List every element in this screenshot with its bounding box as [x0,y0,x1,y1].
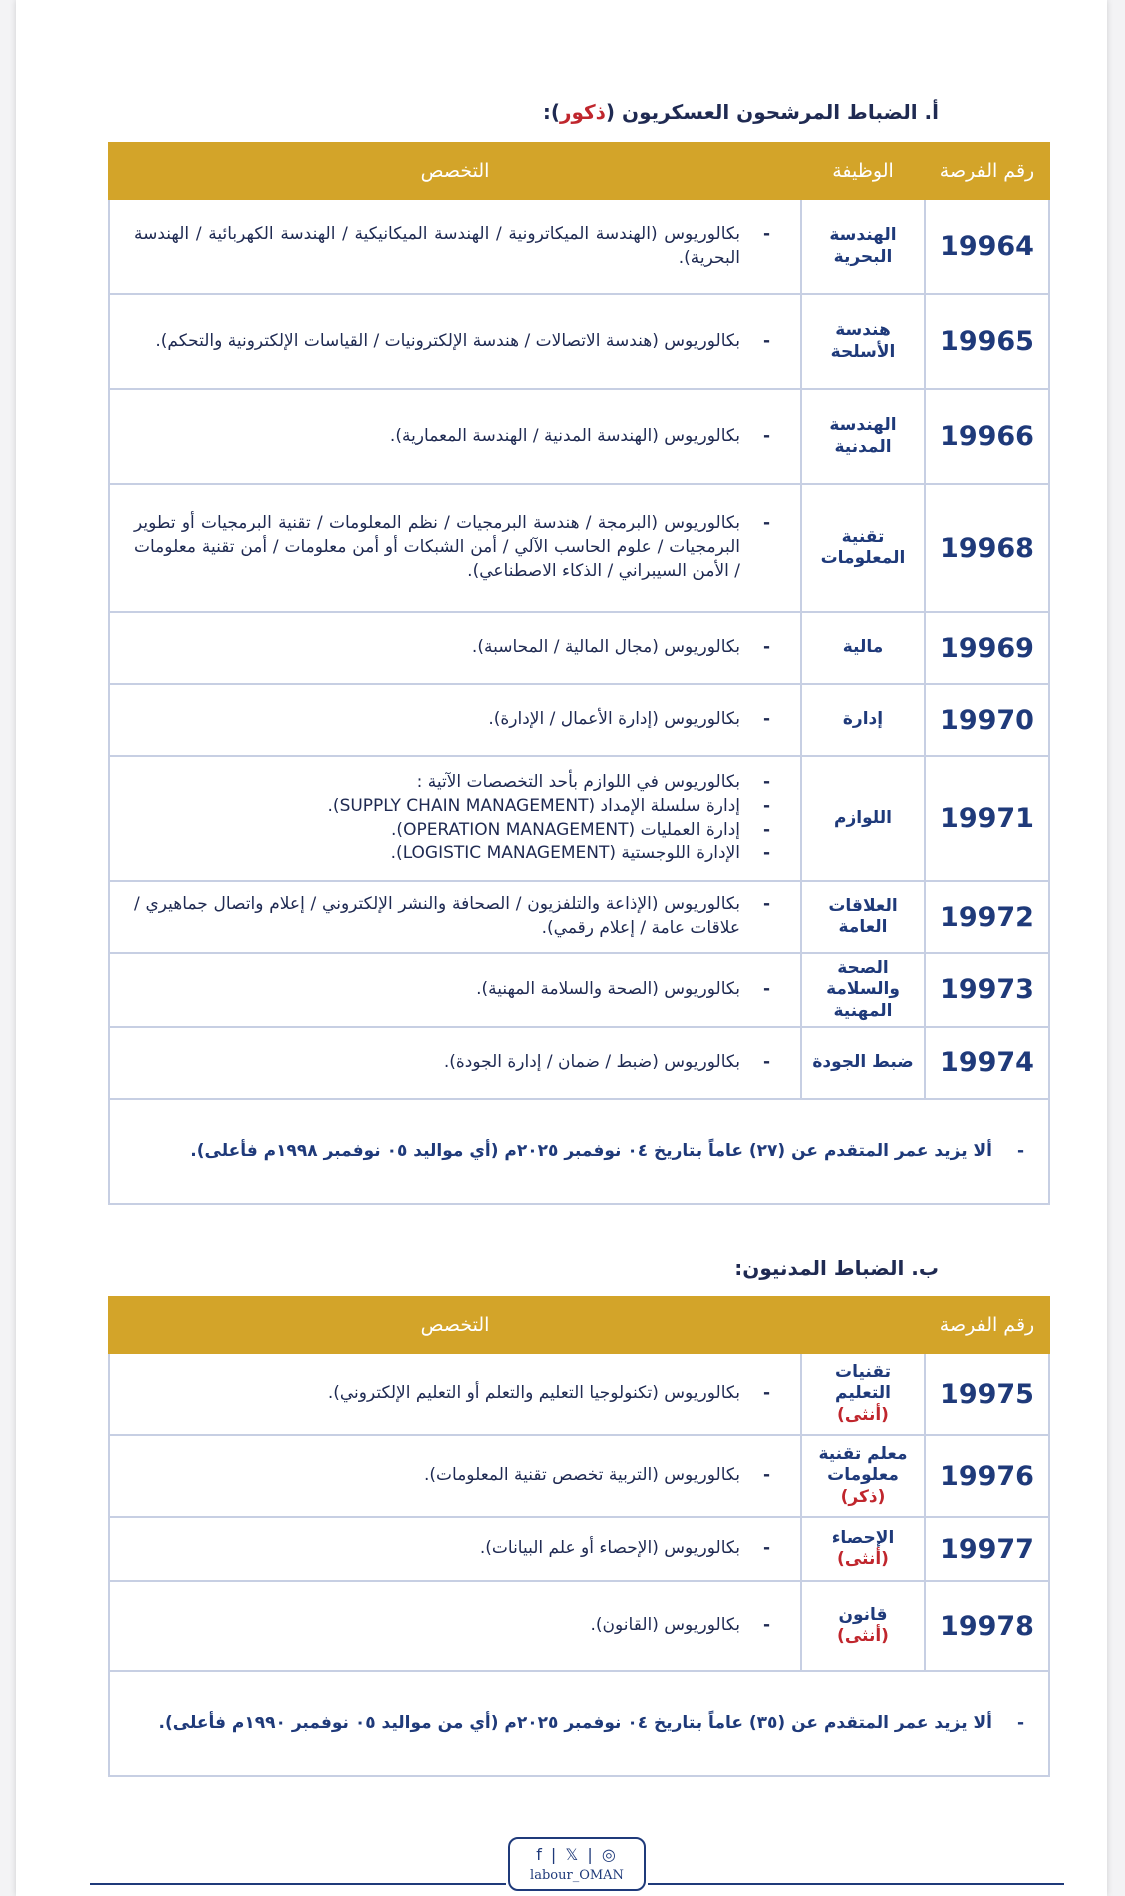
table-row [109,389,1049,484]
specialization-list [134,1537,770,1561]
social-handle: labour_OMAN [530,1868,624,1883]
table-civilian-officers [108,1296,1050,1777]
specialization [109,294,801,389]
footer-divider [648,1883,1064,1885]
list-item: - بكالوريوس (القانون). [134,1614,770,1638]
list-item: - إدارة العمليات (OPERATION MANAGEMENT). [134,819,770,843]
opportunity-number: 19974 [925,1027,1049,1099]
age-requirement-note [109,1671,1049,1776]
header-spec: التخصص [109,143,801,199]
gender-label: (أنثى) [837,1549,889,1569]
age-requirement-note [109,1099,1049,1204]
table-row [109,294,1049,389]
job-title [801,1517,925,1581]
table-row [109,953,1049,1027]
specialization [109,684,801,756]
job-title-text: الإحصاء [831,1527,895,1548]
specialization [109,756,801,881]
specialization-list [134,771,770,866]
footer-divider [90,1883,506,1885]
specialization [109,1517,801,1581]
specialization [109,199,801,294]
social-badge[interactable] [508,1837,646,1891]
job-title [801,1581,925,1671]
opportunity-number: 19970 [925,684,1049,756]
job-title-text: العلاقات العامة [828,895,898,937]
job-title-text: تقنيات التعليم [835,1362,891,1404]
table-row [109,612,1049,684]
opportunity-number: 19965 [925,294,1049,389]
specialization [109,389,801,484]
list-item: - بكالوريوس (الإحصاء أو علم البيانات). [134,1537,770,1561]
list-item: - بكالوريوس (إدارة الأعمال / الإدارة). [134,708,770,732]
job-title-text: اللوازم [834,807,892,828]
gender-label: (ذكر) [840,1486,886,1507]
note-text: - ألا يزيد عمر المتقدم عن (٣٥) عاماً بتاريخ ٠٤ نوفمبر ٢٠٢٥م (أي من مواليد ٠٥ نوفمبر ١٩٩٠م فأعلى). [134,1711,1024,1736]
opportunity-number: 19968 [925,484,1049,612]
specialization [109,612,801,684]
opportunity-number: 19964 [925,199,1049,294]
job-title-text: إدارة [842,709,884,730]
opportunity-number: 19978 [925,1581,1049,1671]
list-item: - بكالوريوس (البرمجة / هندسة البرمجيات / نظم المعلومات / تقنية البرمجيات أو تطوير البرمجيات / علوم الحاسب الآلي / أمن الشبكات أو أمن معلومات / أمن تقنية معلومات / الأمن السيبراني / الذكاء الاصطناعي). [134,512,770,583]
specialization [109,1027,801,1099]
job-title [801,881,925,953]
specialization-list [134,1464,770,1488]
opportunity-number: 19976 [925,1435,1049,1517]
table-row [109,684,1049,756]
age-note-row [109,1099,1049,1204]
job-title [801,484,925,612]
age-note-row [109,1671,1049,1776]
specialization-list [134,1382,770,1406]
list-item: - بكالوريوس (ضبط / ضمان / إدارة الجودة). [134,1051,770,1075]
gender-highlight: ذكور [559,100,606,124]
table-row [109,484,1049,612]
list-item: - إدارة سلسلة الإمداد (SUPPLY CHAIN MANAGEMENT). [134,795,770,819]
table-row [109,756,1049,881]
list-item: - بكالوريوس (مجال المالية / المحاسبة). [134,636,770,660]
job-title [801,953,925,1027]
specialization [109,1435,801,1517]
gender-label: (أنثى) [837,1404,889,1425]
table-row [109,881,1049,953]
opportunity-number: 19966 [925,389,1049,484]
table-row [109,199,1049,294]
list-item: - بكالوريوس (الإذاعة والتلفزيون / الصحافة والنشر الإلكتروني / إعلام واتصال جماهيري / علاقات عامة / إعلام رقمي). [134,893,770,941]
job-title [801,1435,925,1517]
specialization [109,1581,801,1671]
document-page [16,0,1107,1896]
specialization-list [134,636,770,660]
opportunity-number: 19972 [925,881,1049,953]
list-item: - بكالوريوس (التربية تخصص تقنية المعلومات). [134,1464,770,1488]
job-title [801,1353,925,1435]
list-item: - بكالوريوس (الهندسة الميكاترونية / الهندسة الميكانيكية / الهندسة الكهربائية / الهندسة البحرية). [134,223,770,271]
opportunity-number: 19975 [925,1353,1049,1435]
table-military-officers [108,142,1050,1205]
job-title-text: الصحة والسلامة المهنية [826,958,900,1021]
job-title [801,1027,925,1099]
social-icons: f | 𝕏 | ◎ [536,1845,618,1864]
job-title [801,389,925,484]
specialization-list [134,1051,770,1075]
table-row [109,1353,1049,1435]
specialization [109,484,801,612]
table-row [109,1581,1049,1671]
list-item: - بكالوريوس (تكنولوجيا التعليم والتعلم أو التعليم الإلكتروني). [134,1382,770,1406]
job-title-text: الهندسة البحرية [829,225,897,267]
specialization-list [134,893,770,941]
gender-label: (أنثى) [837,1626,889,1646]
section-a-title: أ. الضباط المرشحون العسكريون (ذكور): [542,100,939,124]
job-title-text: ضبط الجودة [812,1052,914,1073]
specialization-list [134,708,770,732]
job-title-text: الهندسة المدنية [829,415,897,457]
header-spec: التخصص [109,1297,801,1353]
opportunity-number: 19973 [925,953,1049,1027]
specialization-list [134,223,770,271]
specialization [109,953,801,1027]
specialization [109,1353,801,1435]
job-title-text: تقنية المعلومات [820,526,906,568]
table-row [109,1517,1049,1581]
opportunity-number: 19977 [925,1517,1049,1581]
specialization [109,881,801,953]
job-title [801,294,925,389]
header-job: الوظيفة [801,143,925,199]
specialization-list [134,425,770,449]
job-title [801,199,925,294]
list-item: - بكالوريوس (الصحة والسلامة المهنية). [134,978,770,1002]
opportunity-number: 19971 [925,756,1049,881]
job-title-text: قانون [838,1604,888,1625]
list-item: - الإدارة اللوجستية (LOGISTIC MANAGEMENT). [134,842,770,866]
job-title-text: معلم تقنية معلومات [818,1444,908,1486]
list-item: - بكالوريوس (هندسة الاتصالات / هندسة الإلكترونيات / القياسات الإلكترونية والتحكم). [134,330,770,354]
job-title-text: هندسة الأسلحة [830,320,896,362]
specialization-list [134,512,770,583]
specialization-list [134,330,770,354]
job-title-text: مالية [842,637,884,658]
header-number: رقم الفرصة [925,1297,1049,1353]
table-row [109,1435,1049,1517]
job-title [801,756,925,881]
note-text: - ألا يزيد عمر المتقدم عن (٢٧) عاماً بتاريخ ٠٤ نوفمبر ٢٠٢٥م (أي مواليد ٠٥ نوفمبر ١٩٩٨م فأعلى). [134,1139,1024,1164]
list-item: - بكالوريوس في اللوازم بأحد التخصصات الآتية : [134,771,770,795]
opportunity-number: 19969 [925,612,1049,684]
job-title [801,612,925,684]
specialization-list [134,978,770,1002]
specialization-list [134,1614,770,1638]
header-job [801,1297,925,1353]
list-item: - بكالوريوس (الهندسة المدنية / الهندسة المعمارية). [134,425,770,449]
section-b-title: ب. الضباط المدنيون: [734,1256,939,1280]
job-title [801,684,925,756]
header-number: رقم الفرصة [925,143,1049,199]
table-row [109,1027,1049,1099]
